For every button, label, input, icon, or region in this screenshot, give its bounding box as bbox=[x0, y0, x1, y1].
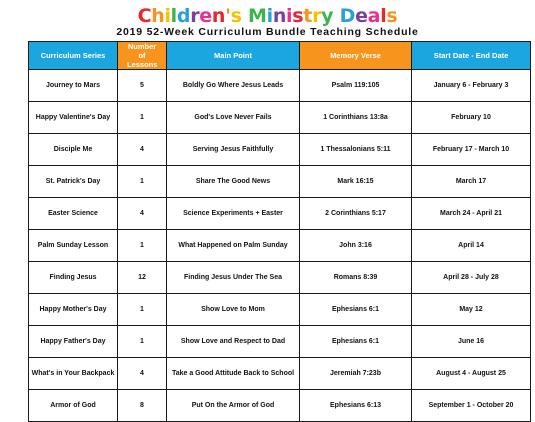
cell-date-range: March 17 bbox=[412, 166, 531, 198]
cell-curriculum-series: Disciple Me bbox=[29, 134, 118, 166]
cell-main-point: Serving Jesus Faithfully bbox=[167, 134, 300, 166]
cell-curriculum-series: Happy Valentine's Day bbox=[29, 102, 118, 134]
table-row bbox=[29, 198, 531, 230]
page-subtitle: 2019 52-Week Curriculum Bundle Teaching Schedule bbox=[116, 26, 419, 38]
cell-main-point: Show Love and Respect to Dad bbox=[167, 326, 300, 358]
cell-date-range: June 16 bbox=[412, 326, 531, 358]
cell-date-range: January 6 - February 3 bbox=[412, 70, 531, 102]
table-row bbox=[29, 294, 531, 326]
cell-curriculum-series: Easter Science bbox=[29, 198, 118, 230]
cell-number-of-lessons: 8 bbox=[118, 390, 167, 422]
cell-curriculum-series: Palm Sunday Lesson bbox=[29, 230, 118, 262]
cell-memory-verse: 1 Thessalonians 5:11 bbox=[300, 134, 412, 166]
cell-memory-verse: John 3:16 bbox=[300, 230, 412, 262]
table-row bbox=[29, 358, 531, 390]
cell-main-point: Boldly Go Where Jesus Leads bbox=[167, 70, 300, 102]
table-row bbox=[29, 326, 531, 358]
cell-curriculum-series: Finding Jesus bbox=[29, 262, 118, 294]
cell-number-of-lessons: 4 bbox=[118, 198, 167, 230]
table-header-row bbox=[29, 42, 531, 70]
cell-number-of-lessons: 1 bbox=[118, 230, 167, 262]
cell-main-point: What Happened on Palm Sunday bbox=[167, 230, 300, 262]
col-header-curriculum-series: Curriculum Series bbox=[29, 42, 118, 70]
cell-curriculum-series: Happy Mother's Day bbox=[29, 294, 118, 326]
table-row bbox=[29, 70, 531, 102]
cell-number-of-lessons: 1 bbox=[118, 102, 167, 134]
cell-memory-verse: Ephesians 6:1 bbox=[300, 326, 412, 358]
brand-logo: Children's Ministry Deals bbox=[137, 5, 398, 27]
cell-number-of-lessons: 1 bbox=[118, 294, 167, 326]
cell-memory-verse: Romans 8:39 bbox=[300, 262, 412, 294]
table-row bbox=[29, 134, 531, 166]
cell-main-point: Finding Jesus Under The Sea bbox=[167, 262, 300, 294]
cell-main-point: Take a Good Attitude Back to School bbox=[167, 358, 300, 390]
cell-memory-verse: Mark 16:15 bbox=[300, 166, 412, 198]
cell-curriculum-series: What's in Your Backpack bbox=[29, 358, 118, 390]
cell-date-range: March 24 - April 21 bbox=[412, 198, 531, 230]
cell-main-point: Science Experiments + Easter bbox=[167, 198, 300, 230]
table-body bbox=[29, 70, 531, 422]
cell-number-of-lessons: 4 bbox=[118, 358, 167, 390]
col-header-start-end-date: Start Date - End Date bbox=[412, 42, 531, 70]
cell-number-of-lessons: 4 bbox=[118, 134, 167, 166]
col-header-memory-verse: Memory Verse bbox=[300, 42, 412, 70]
cell-date-range: September 1 - October 20 bbox=[412, 390, 531, 422]
cell-main-point: God's Love Never Fails bbox=[167, 102, 300, 134]
col-header-main-point: Main Point bbox=[167, 42, 300, 70]
cell-memory-verse: Ephesians 6:1 bbox=[300, 294, 412, 326]
cell-memory-verse: Psalm 119:105 bbox=[300, 70, 412, 102]
table-row bbox=[29, 166, 531, 198]
cell-number-of-lessons: 1 bbox=[118, 166, 167, 198]
col-header-number-of-lessons: Number of Lessons bbox=[118, 42, 167, 70]
teaching-schedule-table bbox=[28, 41, 531, 422]
cell-number-of-lessons: 12 bbox=[118, 262, 167, 294]
cell-date-range: February 17 - March 10 bbox=[412, 134, 531, 166]
cell-curriculum-series: Happy Father's Day bbox=[29, 326, 118, 358]
cell-number-of-lessons: 5 bbox=[118, 70, 167, 102]
cell-memory-verse: 1 Corinthians 13:8a bbox=[300, 102, 412, 134]
cell-date-range: May 12 bbox=[412, 294, 531, 326]
cell-main-point: Put On the Armor of God bbox=[167, 390, 300, 422]
table-row bbox=[29, 102, 531, 134]
table-row bbox=[29, 262, 531, 294]
cell-memory-verse: 2 Corinthians 5:17 bbox=[300, 198, 412, 230]
cell-curriculum-series: Journey to Mars bbox=[29, 70, 118, 102]
cell-main-point: Show Love to Mom bbox=[167, 294, 300, 326]
table-row bbox=[29, 390, 531, 422]
table-row bbox=[29, 230, 531, 262]
cell-date-range: August 4 - August 25 bbox=[412, 358, 531, 390]
cell-curriculum-series: St. Patrick's Day bbox=[29, 166, 118, 198]
cell-date-range: April 28 - July 28 bbox=[412, 262, 531, 294]
cell-date-range: February 10 bbox=[412, 102, 531, 134]
cell-memory-verse: Ephesians 6:13 bbox=[300, 390, 412, 422]
cell-memory-verse: Jeremiah 7:23b bbox=[300, 358, 412, 390]
cell-date-range: April 14 bbox=[412, 230, 531, 262]
cell-curriculum-series: Armor of God bbox=[29, 390, 118, 422]
cell-main-point: Share The Good News bbox=[167, 166, 300, 198]
cell-number-of-lessons: 1 bbox=[118, 326, 167, 358]
